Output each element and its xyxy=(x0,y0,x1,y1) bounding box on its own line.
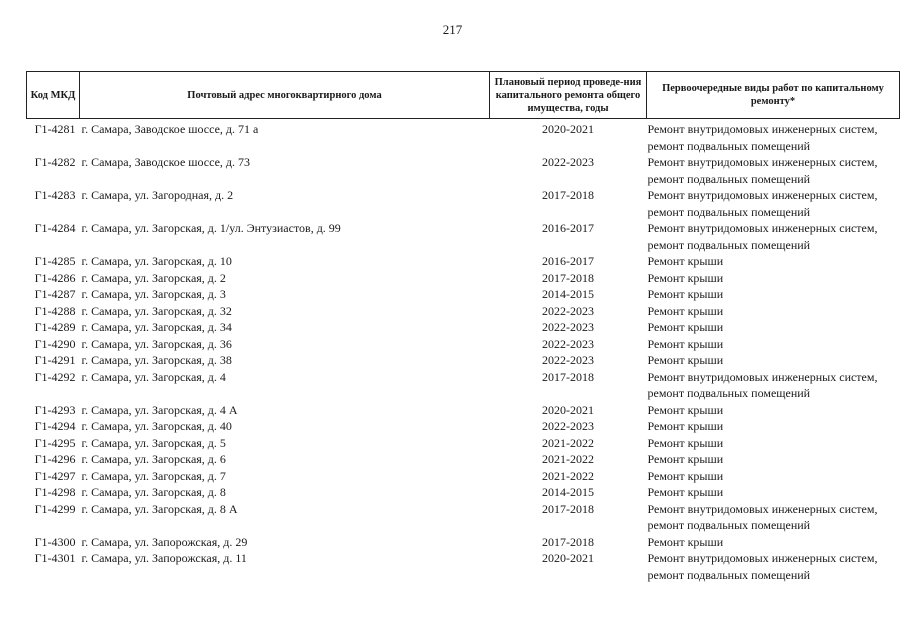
table-row xyxy=(27,336,900,353)
cell-code: Г1-4288 xyxy=(34,303,76,318)
cell-works: Ремонт крыши xyxy=(647,485,724,499)
cell-period: 2021-2022 xyxy=(542,468,594,483)
cell-address: г. Самара, ул. Загорская, д. 8 А xyxy=(81,501,238,516)
cell-works: Ремонт крыши xyxy=(647,287,724,301)
cell-address: г. Самара, ул. Загорская, д. 4 xyxy=(81,369,226,384)
table-row xyxy=(27,468,900,485)
table-row xyxy=(27,303,900,320)
table-row xyxy=(27,369,900,402)
cell-period: 2022-2023 xyxy=(542,155,594,169)
cell-works: Ремонт крыши xyxy=(647,402,724,417)
cell-period: 2017-2018 xyxy=(542,270,594,285)
cell-works: Ремонт крыши xyxy=(647,303,724,318)
cell-code: Г1-4291 xyxy=(34,353,76,367)
cell-period: 2022-2023 xyxy=(542,353,594,367)
cell-period: 2022-2023 xyxy=(542,303,594,318)
cell-works: Ремонт крыши xyxy=(647,435,724,450)
header-code: Код МКД xyxy=(27,72,80,119)
cell-works: Ремонт внутридомовых инженерных систем, ремонт подвальных помещений xyxy=(647,155,878,186)
cell-period: 2020-2021 xyxy=(542,402,594,417)
cell-code: Г1-4289 xyxy=(34,320,76,334)
cell-works: Ремонт внутридомовых инженерных систем, ремонт подвальных помещений xyxy=(647,221,878,252)
cell-address: г. Самара, ул. Запорожская, д. 11 xyxy=(81,551,247,565)
cell-address: г. Самара, ул. Загорская, д. 8 xyxy=(81,485,226,499)
cell-period: 2020-2021 xyxy=(542,551,594,565)
cell-works: Ремонт внутридомовых инженерных систем, ремонт подвальных помещений xyxy=(647,188,878,219)
header-row xyxy=(27,72,900,119)
cell-period: 2022-2023 xyxy=(542,336,594,351)
cell-address: г. Самара, ул. Загорская, д. 32 xyxy=(81,303,232,318)
table-row xyxy=(27,402,900,419)
cell-code: Г1-4283 xyxy=(34,188,76,202)
table-body xyxy=(27,119,900,584)
cell-works: Ремонт крыши xyxy=(647,254,724,268)
cell-code: Г1-4285 xyxy=(34,254,76,268)
cell-address: г. Самара, ул. Загорская, д. 6 xyxy=(81,452,226,466)
cell-period: 2014-2015 xyxy=(542,485,594,499)
cell-period: 2016-2017 xyxy=(542,254,594,268)
cell-address: г. Самара, ул. Загорская, д. 36 xyxy=(81,336,232,351)
cell-address: г. Самара, ул. Запорожская, д. 29 xyxy=(81,534,248,549)
table-row xyxy=(27,435,900,452)
cell-works: Ремонт крыши xyxy=(647,336,724,351)
cell-code: Г1-4287 xyxy=(34,287,76,301)
table-row xyxy=(27,484,900,501)
cell-address: г. Самара, Заводское шоссе, д. 71 а xyxy=(81,122,259,136)
cell-works: Ремонт крыши xyxy=(647,270,724,285)
header-address: Почтовый адрес многоквартирного дома xyxy=(80,72,490,119)
cell-code: Г1-4298 xyxy=(34,485,76,499)
table-row xyxy=(27,270,900,287)
cell-period: 2017-2018 xyxy=(542,188,594,202)
table-row xyxy=(27,119,900,155)
cell-works: Ремонт внутридомовых инженерных систем, ремонт подвальных помещений xyxy=(647,551,878,582)
header-period: Плановый период проведе-ния капитального ремонта общего имущества, годы xyxy=(490,72,647,119)
cell-works: Ремонт крыши xyxy=(647,419,724,433)
cell-works: Ремонт крыши xyxy=(647,353,724,367)
table-row xyxy=(27,154,900,187)
cell-address: г. Самара, ул. Загорская, д. 34 xyxy=(81,320,232,334)
cell-code: Г1-4300 xyxy=(34,534,76,549)
cell-works: Ремонт внутридомовых инженерных систем, ремонт подвальных помещений xyxy=(647,501,878,532)
table-row xyxy=(27,319,900,336)
cell-address: г. Самара, ул. Загорская, д. 10 xyxy=(81,254,232,268)
cell-period: 2017-2018 xyxy=(542,501,594,516)
cell-code: Г1-4281 xyxy=(34,122,76,136)
cell-address: г. Самара, ул. Загородная, д. 2 xyxy=(81,188,234,202)
table-row xyxy=(27,187,900,220)
cell-period: 2022-2023 xyxy=(542,320,594,334)
table-row xyxy=(27,451,900,468)
cell-code: Г1-4299 xyxy=(34,501,76,516)
cell-works: Ремонт крыши xyxy=(647,468,724,483)
cell-works: Ремонт крыши xyxy=(647,534,724,549)
cell-works: Ремонт внутридомовых инженерных систем, ремонт подвальных помещений xyxy=(647,369,878,400)
table-row xyxy=(27,352,900,369)
table-header xyxy=(27,72,900,119)
cell-code: Г1-4290 xyxy=(34,336,76,351)
cell-period: 2017-2018 xyxy=(542,369,594,384)
cell-address: г. Самара, Заводское шоссе, д. 73 xyxy=(81,155,251,169)
table-row xyxy=(27,534,900,551)
table-row xyxy=(27,501,900,534)
cell-code: Г1-4294 xyxy=(34,419,76,433)
cell-period: 2022-2023 xyxy=(542,419,594,433)
cell-address: г. Самара, ул. Загорская, д. 3 xyxy=(81,287,226,301)
table-row xyxy=(27,286,900,303)
cell-works: Ремонт крыши xyxy=(647,452,724,466)
cell-code: Г1-4282 xyxy=(34,155,76,169)
table-row xyxy=(27,220,900,253)
cell-code: Г1-4286 xyxy=(34,270,76,285)
cell-address: г. Самара, ул. Загорская, д. 2 xyxy=(81,270,226,285)
cell-period: 2020-2021 xyxy=(542,122,594,136)
cell-code: Г1-4284 xyxy=(34,221,76,235)
cell-period: 2014-2015 xyxy=(542,287,594,301)
table-row xyxy=(27,550,900,583)
cell-code: Г1-4292 xyxy=(34,369,76,384)
cell-works: Ремонт крыши xyxy=(647,320,724,334)
cell-address: г. Самара, ул. Загорская, д. 4 А xyxy=(81,402,238,417)
cell-code: Г1-4296 xyxy=(34,452,76,466)
cell-period: 2021-2022 xyxy=(542,435,594,450)
cell-address: г. Самара, ул. Загорская, д. 1/ул. Энтузиастов, д. 99 xyxy=(81,221,341,235)
table-row xyxy=(27,418,900,435)
housing-registry-table xyxy=(26,71,900,583)
cell-address: г. Самара, ул. Загорская, д. 7 xyxy=(81,468,226,483)
cell-period: 2021-2022 xyxy=(542,452,594,466)
cell-works: Ремонт внутридомовых инженерных систем, ремонт подвальных помещений xyxy=(647,122,878,153)
cell-code: Г1-4293 xyxy=(34,402,76,417)
page-number: 217 xyxy=(442,22,463,37)
cell-address: г. Самара, ул. Загорская, д. 40 xyxy=(81,419,232,433)
cell-address: г. Самара, ул. Загорская, д. 38 xyxy=(81,353,232,367)
cell-period: 2017-2018 xyxy=(542,534,594,549)
header-works: Первоочередные виды работ по капитальному ремонту* xyxy=(647,72,900,119)
cell-code: Г1-4301 xyxy=(34,551,76,565)
cell-period: 2016-2017 xyxy=(542,221,594,235)
cell-code: Г1-4297 xyxy=(34,468,76,483)
cell-address: г. Самара, ул. Загорская, д. 5 xyxy=(81,435,226,450)
table-row xyxy=(27,253,900,270)
cell-code: Г1-4295 xyxy=(34,435,76,450)
